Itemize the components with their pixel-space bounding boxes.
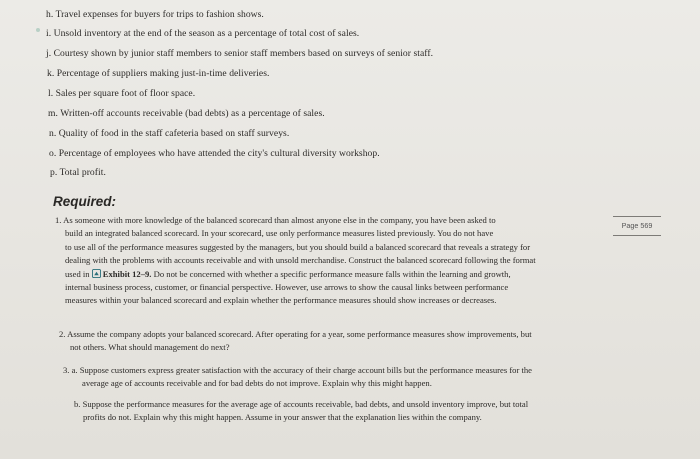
measure-item-o: o. Percentage of employees who have attended the city's cultural diversity workshop. [49,148,380,159]
question-1 [55,214,536,308]
measure-item-n: n. Quality of food in the staff cafeteria based on staff surveys. [49,128,290,139]
question-3b [74,398,528,425]
question-1-line-exhibit [55,268,536,281]
measure-item-j: j. Courtesy shown by junior staff members to senior staff members based on surveys of senior staff. [46,48,434,59]
question-1-line: to use all of the performance measures suggested by the managers, but you should build a balanced scorecard that reveals a strategy for [65,241,531,252]
question-3a-line: 3. a. Suppose customers express greater satisfaction with the accuracy of their charge account bills but the performance measures for the [63,365,532,375]
question-2 [59,328,532,355]
question-1-line [55,254,536,267]
question-1-line: 1. As someone with more knowledge of the balanced scorecard than almost anyone else in the company, you have been asked to [55,215,496,225]
question-1-line: internal business process, customer, or financial perspective. However, use arrows to show the causal links between performance [65,282,509,293]
measure-item-i: i. Unsold inventory at the end of the season as a percentage of total cost of sales. [46,28,360,39]
measure-item-l: l. Sales per square foot of floor space. [48,88,196,99]
measure-item-m: m. Written-off accounts receivable (bad debts) as a percentage of sales. [48,108,325,119]
measure-item-k: k. Percentage of suppliers making just-in-time deliveries. [47,68,270,79]
page-number-tag: Page 569 [613,216,661,236]
exhibit-link-icon[interactable] [92,269,101,278]
question-3a [63,364,532,391]
exhibit-link[interactable]: Exhibit 12–9. [102,268,152,279]
question-1-line-text: dealing with the problems with accounts receivable and with unsold merchandise. Construct the balanced scorecard following the format [65,255,536,266]
question-3a-line: average age of accounts receivable and for bad debts do not improve. Explain why this might happen. [82,378,432,389]
question-1-text: Do not be concerned with whether a specific performance measure falls within the learning and growth, [153,268,511,279]
question-3b-line: profits do not. Explain why this might happen. Assume in your answer that the explanation lies within the company. [83,412,482,423]
question-1-text: used in [65,268,90,279]
question-1-line: build an integrated balanced scorecard. In your scorecard, use only performance measures listed previously. You do not have [65,228,494,239]
measure-item-p: p. Total profit. [50,167,106,178]
question-2-line: 2. Assume the company adopts your balanced scorecard. After operating for a year, some performance measures show improvements, but [59,329,532,339]
question-2-line: not others. What should management do next? [70,342,230,353]
question-3b-line: b. Suppose the performance measures for the average age of accounts receivable, bad debts, and unsold inventory improve, but total [74,399,529,409]
question-1-line: measures within your balanced scorecard and explain whether the performance measures should show increases or decreases. [65,295,497,306]
margin-dot [36,28,40,32]
required-heading: Required: [53,194,117,209]
measure-item-h: h. Travel expenses for buyers for trips to fashion shows. [46,9,264,20]
